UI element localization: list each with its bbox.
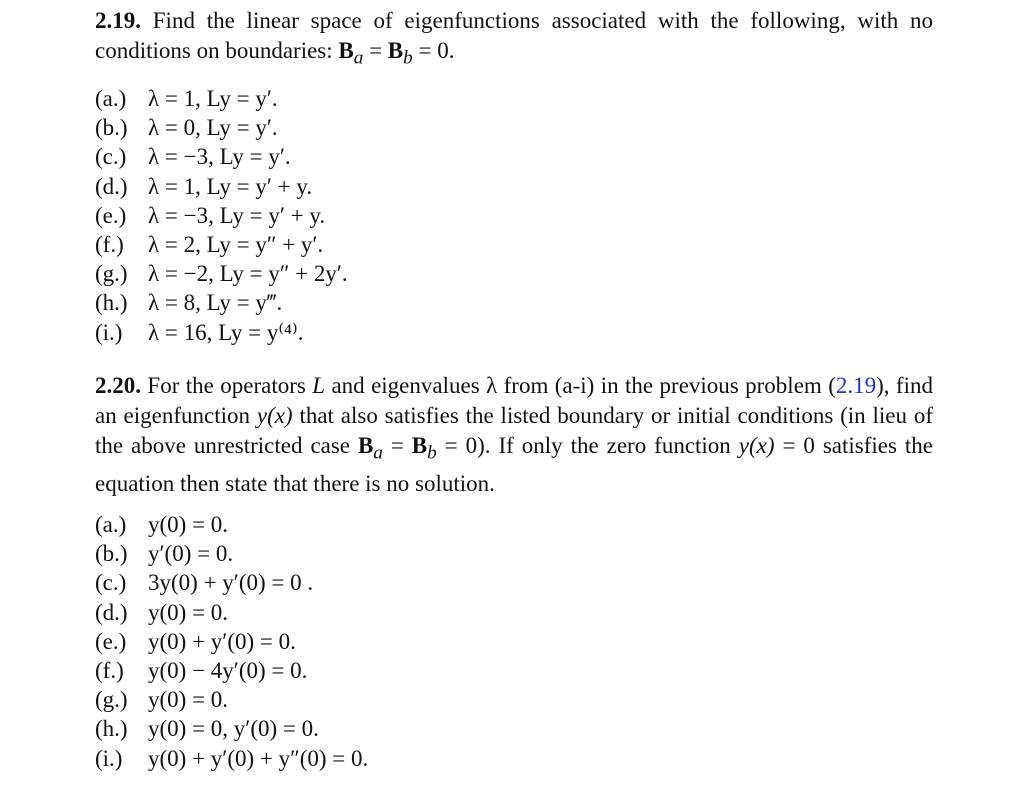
equals-sign: = — [382, 433, 412, 458]
item-label: (g.) — [95, 261, 128, 287]
list-item — [95, 627, 368, 656]
problem-number: 2.19. — [95, 8, 141, 33]
problem-2-19-statement — [95, 6, 933, 74]
statement-text: = 0 satisfies the equation then state that there is no solution. — [95, 433, 933, 496]
boundary-operator-b: B — [387, 38, 404, 63]
subscript-a: a — [373, 442, 383, 464]
item-expression: y(0) = 0. — [148, 599, 229, 625]
list-item — [95, 259, 348, 288]
item-label: (f.) — [95, 231, 124, 257]
item-label: (h.) — [95, 290, 128, 316]
equals-zero: = 0. — [412, 38, 455, 63]
list-item — [95, 230, 348, 259]
problem-2-20-statement — [95, 371, 933, 499]
list-item — [95, 539, 368, 568]
item-label: (b.) — [95, 115, 128, 141]
statement-text: and eigenvalues — [325, 373, 487, 398]
subscript-b: b — [427, 442, 437, 464]
item-label: (g.) — [95, 687, 128, 713]
list-item — [95, 288, 348, 317]
item-expression: y(0) + y′(0) + y″(0) = 0. — [148, 745, 369, 771]
item-label: (a.) — [95, 86, 127, 111]
statement-text: ), find an eigenfunction — [95, 373, 933, 428]
list-item — [95, 113, 348, 142]
item-expression: λ = 1, Ly = y′ + y. — [148, 173, 313, 199]
list-item — [95, 744, 368, 773]
item-label: (i.) — [95, 745, 123, 771]
list-item — [95, 201, 348, 230]
list-item — [95, 172, 348, 201]
boundary-operator-b: B — [411, 433, 428, 458]
lambda-symbol: λ — [486, 373, 498, 398]
list-item — [95, 84, 348, 113]
problem-number: 2.20. — [95, 373, 141, 398]
operator-l: L — [312, 373, 326, 398]
item-label: (c.) — [95, 144, 127, 170]
list-item — [95, 656, 368, 685]
item-expression: y(0) = 0. — [148, 687, 229, 713]
list-item — [95, 598, 368, 627]
item-expression: λ = 8, Ly = y‴. — [148, 290, 283, 316]
item-expression: y(0) = 0, y′(0) = 0. — [148, 716, 319, 742]
item-expression: 3y(0) + y′(0) = 0 . — [148, 570, 314, 596]
item-expression: λ = 0, Ly = y′. — [148, 115, 278, 141]
item-expression: λ = 2, Ly = y″ + y′. — [148, 231, 324, 257]
item-label: (i.) — [95, 319, 123, 345]
list-item — [95, 510, 368, 539]
item-label: (c.) — [95, 570, 127, 596]
subscript-a: a — [353, 47, 364, 69]
item-expression: λ = 1, Ly = y′. — [148, 86, 278, 111]
item-label: (a.) — [95, 512, 127, 537]
statement-text: Find the linear space of eigenfunctions associated with the following, with no conditions on boundaries: — [95, 8, 933, 63]
item-expression: λ = −2, Ly = y″ + 2y′. — [148, 261, 348, 287]
statement-text: For the operators — [141, 373, 313, 398]
list-item — [95, 318, 348, 347]
function-y-of-x: y(x) — [738, 433, 775, 458]
item-expression: y′(0) = 0. — [148, 541, 234, 567]
item-label: (d.) — [95, 599, 128, 625]
item-expression: y(0) − 4y′(0) = 0. — [148, 657, 308, 683]
list-item — [95, 142, 348, 171]
item-label: (h.) — [95, 716, 128, 742]
statement-text: = 0). If only the zero function — [436, 433, 739, 458]
subscript-b: b — [403, 47, 413, 69]
item-expression: y(0) = 0. — [148, 512, 229, 537]
item-expression: λ = −3, Ly = y′ + y. — [148, 202, 326, 228]
item-label: (d.) — [95, 173, 128, 199]
problem-2-19-list — [95, 84, 348, 347]
list-item — [95, 568, 368, 597]
problem-2-20-list — [95, 510, 368, 773]
item-expression: y(0) + y′(0) = 0. — [148, 628, 296, 654]
list-item — [95, 714, 368, 743]
statement-text: from (a-i) in the previous problem ( — [497, 373, 836, 398]
item-label: (b.) — [95, 541, 128, 567]
boundary-operator-a: B — [338, 38, 354, 63]
item-label: (e.) — [95, 202, 127, 228]
item-label: (f.) — [95, 657, 124, 683]
boundary-operator-a: B — [357, 433, 374, 458]
equals-sign: = — [363, 38, 388, 63]
item-expression: λ = 16, Ly = y⁽⁴⁾. — [148, 319, 304, 345]
problem-reference-link[interactable]: 2.19 — [835, 373, 877, 398]
item-label: (e.) — [95, 628, 127, 654]
list-item — [95, 685, 368, 714]
statement-text: that also satisfies the listed boundary or initial conditions (in lieu of the above unrestricted case — [95, 403, 933, 458]
item-expression: λ = −3, Ly = y′. — [148, 144, 291, 170]
function-y-of-x: y(x) — [256, 403, 293, 428]
